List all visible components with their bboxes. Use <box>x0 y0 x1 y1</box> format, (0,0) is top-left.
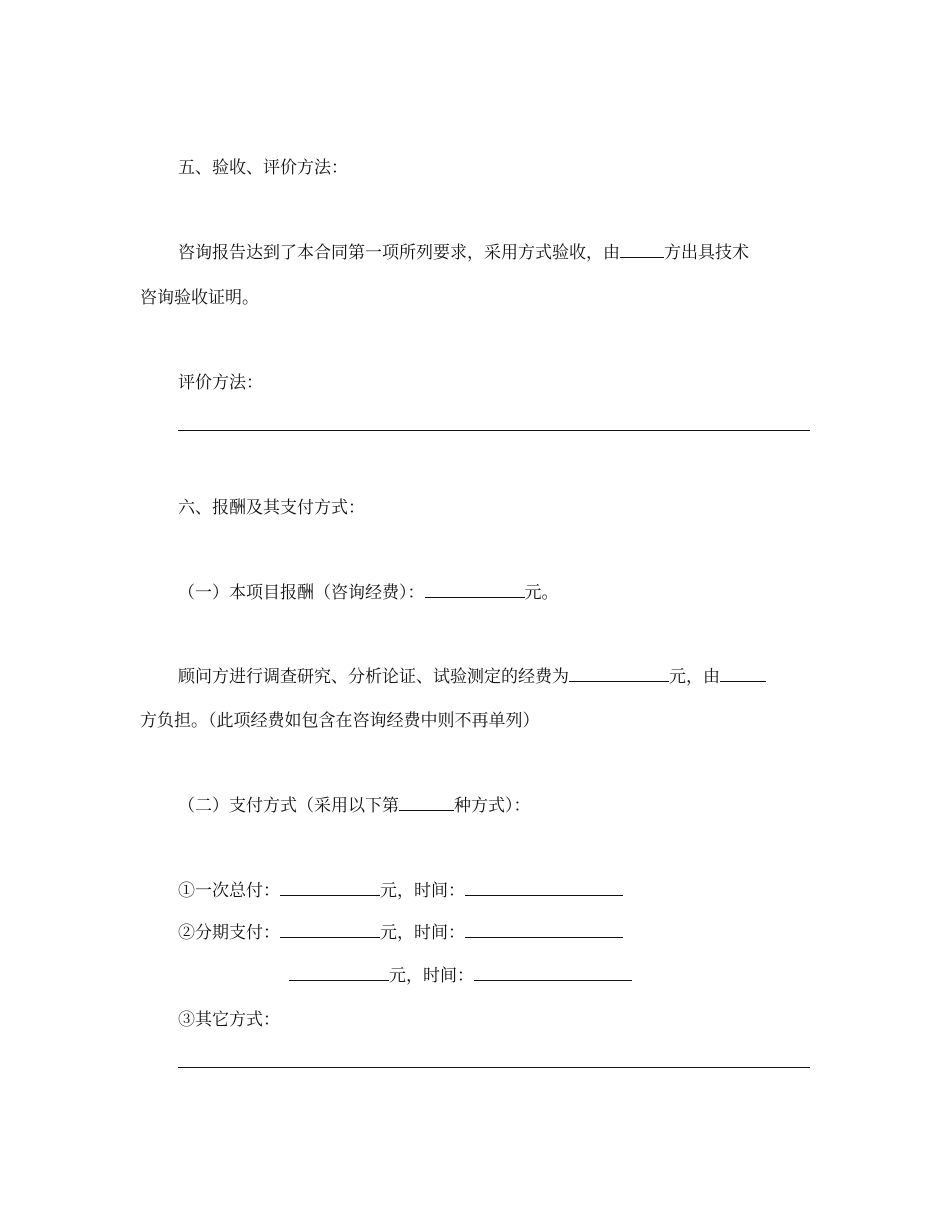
blank-field-party[interactable] <box>620 241 664 258</box>
blank-field-remuneration-amount[interactable] <box>425 581 525 598</box>
blank-field-installment-time-2[interactable] <box>474 964 632 981</box>
blank-field-lump-sum-amount[interactable] <box>280 879 380 896</box>
lump-sum-payment-line <box>178 879 623 902</box>
evaluation-method-blank-line[interactable] <box>178 430 810 431</box>
remuneration-label: （一）本项目报酬（咨询经费）： <box>178 583 425 603</box>
section6-heading: 六、报酬及其支付方式： <box>178 498 365 518</box>
yuan-time-label: 元，时间： <box>380 881 465 901</box>
paragraph-text: 元，由 <box>669 667 720 687</box>
evaluation-method-label: 评价方法： <box>178 373 263 393</box>
research-expense-continuation: 方负担。（此项经费如包含在咨询经费中则不再单列） <box>140 711 540 731</box>
blank-field-method-number[interactable] <box>399 794 454 811</box>
lump-sum-label: ①一次总付： <box>178 881 280 901</box>
payment-method-label-end: 种方式）： <box>454 796 531 816</box>
blank-field-lump-sum-time[interactable] <box>465 879 623 896</box>
blank-field-installment-time-1[interactable] <box>465 921 623 938</box>
blank-field-installment-amount-1[interactable] <box>280 921 380 938</box>
paragraph-text: 顾问方进行调查研究、分析论证、试验测定的经费为 <box>178 667 569 687</box>
yuan-time-label: 元，时间： <box>380 923 465 943</box>
paragraph-text: 方出具技术 <box>664 243 749 263</box>
research-expense-paragraph <box>178 665 766 688</box>
blank-field-installment-amount-2[interactable] <box>289 964 389 981</box>
installment-label: ②分期支付： <box>178 923 280 943</box>
other-method-label: ③其它方式： <box>178 1010 280 1030</box>
payment-method-label: （二）支付方式（采用以下第 <box>178 796 399 816</box>
yuan-time-label: 元，时间： <box>389 966 474 986</box>
other-method-blank-line[interactable] <box>178 1067 810 1068</box>
section5-heading: 五、验收、评价方法： <box>178 158 348 178</box>
paragraph-text: 咨询报告达到了本合同第一项所列要求，采用方式验收，由 <box>178 243 620 263</box>
section5-paragraph-continuation: 咨询验收证明。 <box>140 288 259 308</box>
remuneration-line <box>178 581 559 604</box>
remuneration-unit: 元。 <box>524 583 559 603</box>
blank-field-expense-amount[interactable] <box>569 665 669 682</box>
payment-method-line <box>178 794 531 817</box>
installment-payment-line-2 <box>289 964 632 987</box>
installment-payment-line <box>178 921 623 944</box>
blank-field-expense-party[interactable] <box>720 665 766 682</box>
section5-paragraph <box>178 241 749 264</box>
